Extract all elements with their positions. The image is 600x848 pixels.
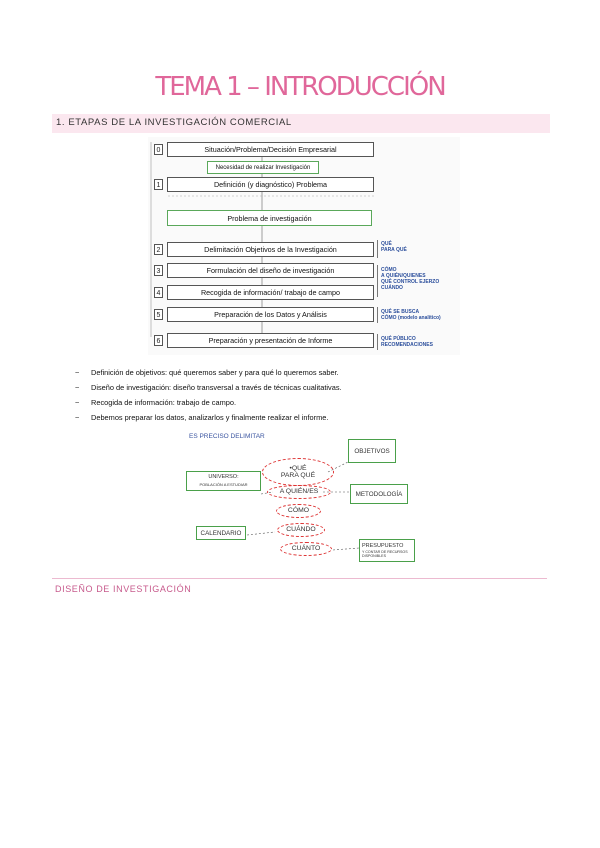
note-bracket	[377, 265, 378, 297]
step-box-1: Definición (y diagnóstico) Problema	[167, 177, 374, 192]
step-number: 4	[154, 287, 163, 298]
note-design: CÓMO A QUIÉN/QUIENES QUÉ CONTROL EJERZO CUÁNDO	[381, 267, 440, 291]
note-report: QUÉ PÚBLICO RECOMENDACIONES	[381, 336, 433, 348]
universo-box: UNIVERSO: POBLACIÓN A ESTUDIAR	[186, 471, 261, 491]
section-heading: DISEÑO DE INVESTIGACIÓN	[55, 584, 192, 594]
section-heading: 1. ETAPAS DE LA INVESTIGACIÓN COMERCIAL	[56, 117, 292, 128]
step-box-3: Formulación del diseño de investigación	[167, 263, 374, 278]
step-box-2: Delimitación Objetivos de la Investigación	[167, 242, 374, 257]
objetivos-box: OBJETIVOS	[348, 439, 396, 463]
step-number: 1	[154, 179, 163, 190]
presupuesto-box: PRESUPUESTO Y CONTAR DE RECURSOS DISPONIBLES	[359, 539, 415, 562]
step-box-0: Situación/Problema/Decisión Empresarial	[167, 142, 374, 157]
step-box-4: Recogida de información/ trabajo de campo	[167, 285, 374, 300]
research-stages-diagram	[148, 137, 460, 355]
oval-cuanto: CUÁNTO	[280, 542, 332, 556]
oval-que: •QUÉ PARA QUÉ	[262, 458, 334, 486]
problem-box: Problema de investigación	[167, 210, 372, 226]
step-number: 2	[154, 244, 163, 255]
step-box-6: Preparación y presentación de Informe	[167, 333, 374, 348]
oval-como: CÓMO	[276, 504, 321, 518]
step-number: 6	[154, 335, 163, 346]
bullet-list	[75, 365, 342, 425]
note-bracket	[377, 240, 378, 258]
calendario-box: CALENDARIO	[196, 526, 246, 540]
need-box: Necesidad de realizar Investigación	[207, 161, 319, 174]
note-bracket	[377, 307, 378, 323]
note-bracket	[377, 334, 378, 350]
note-objectives: QUÉ PARA QUÉ	[381, 241, 407, 253]
step-number: 0	[154, 144, 163, 155]
list-item: ~ Debemos preparar los datos, analizarlos y finalmente realizar el informe.	[75, 413, 329, 422]
oval-quien: A QUIÉN/ES	[267, 485, 331, 499]
page-title: TEMA 1 – INTRODUCCIÓN	[155, 72, 445, 102]
note-analysis: QUÉ SE BUSCA CÓMO (modelo analítico)	[381, 309, 441, 321]
list-item: ~ Diseño de investigación: diseño transversal a través de técnicas cualitativas.	[75, 383, 342, 392]
list-item: ~ Recogida de información: trabajo de campo.	[75, 398, 237, 407]
list-item: ~ Definición de objetivos: qué queremos saber y para qué lo queremos saber.	[75, 368, 339, 377]
section-divider	[52, 578, 547, 579]
step-number: 5	[154, 309, 163, 320]
oval-cuando: CUÁNDO	[277, 523, 325, 537]
diagram-heading: ES PRECISO DELIMITAR	[189, 433, 265, 440]
step-box-5: Preparación de los Datos y Análisis	[167, 307, 374, 322]
metodologia-box: METODOLOGÍA	[350, 484, 408, 504]
delimit-diagram	[183, 430, 416, 565]
step-number: 3	[154, 265, 163, 276]
